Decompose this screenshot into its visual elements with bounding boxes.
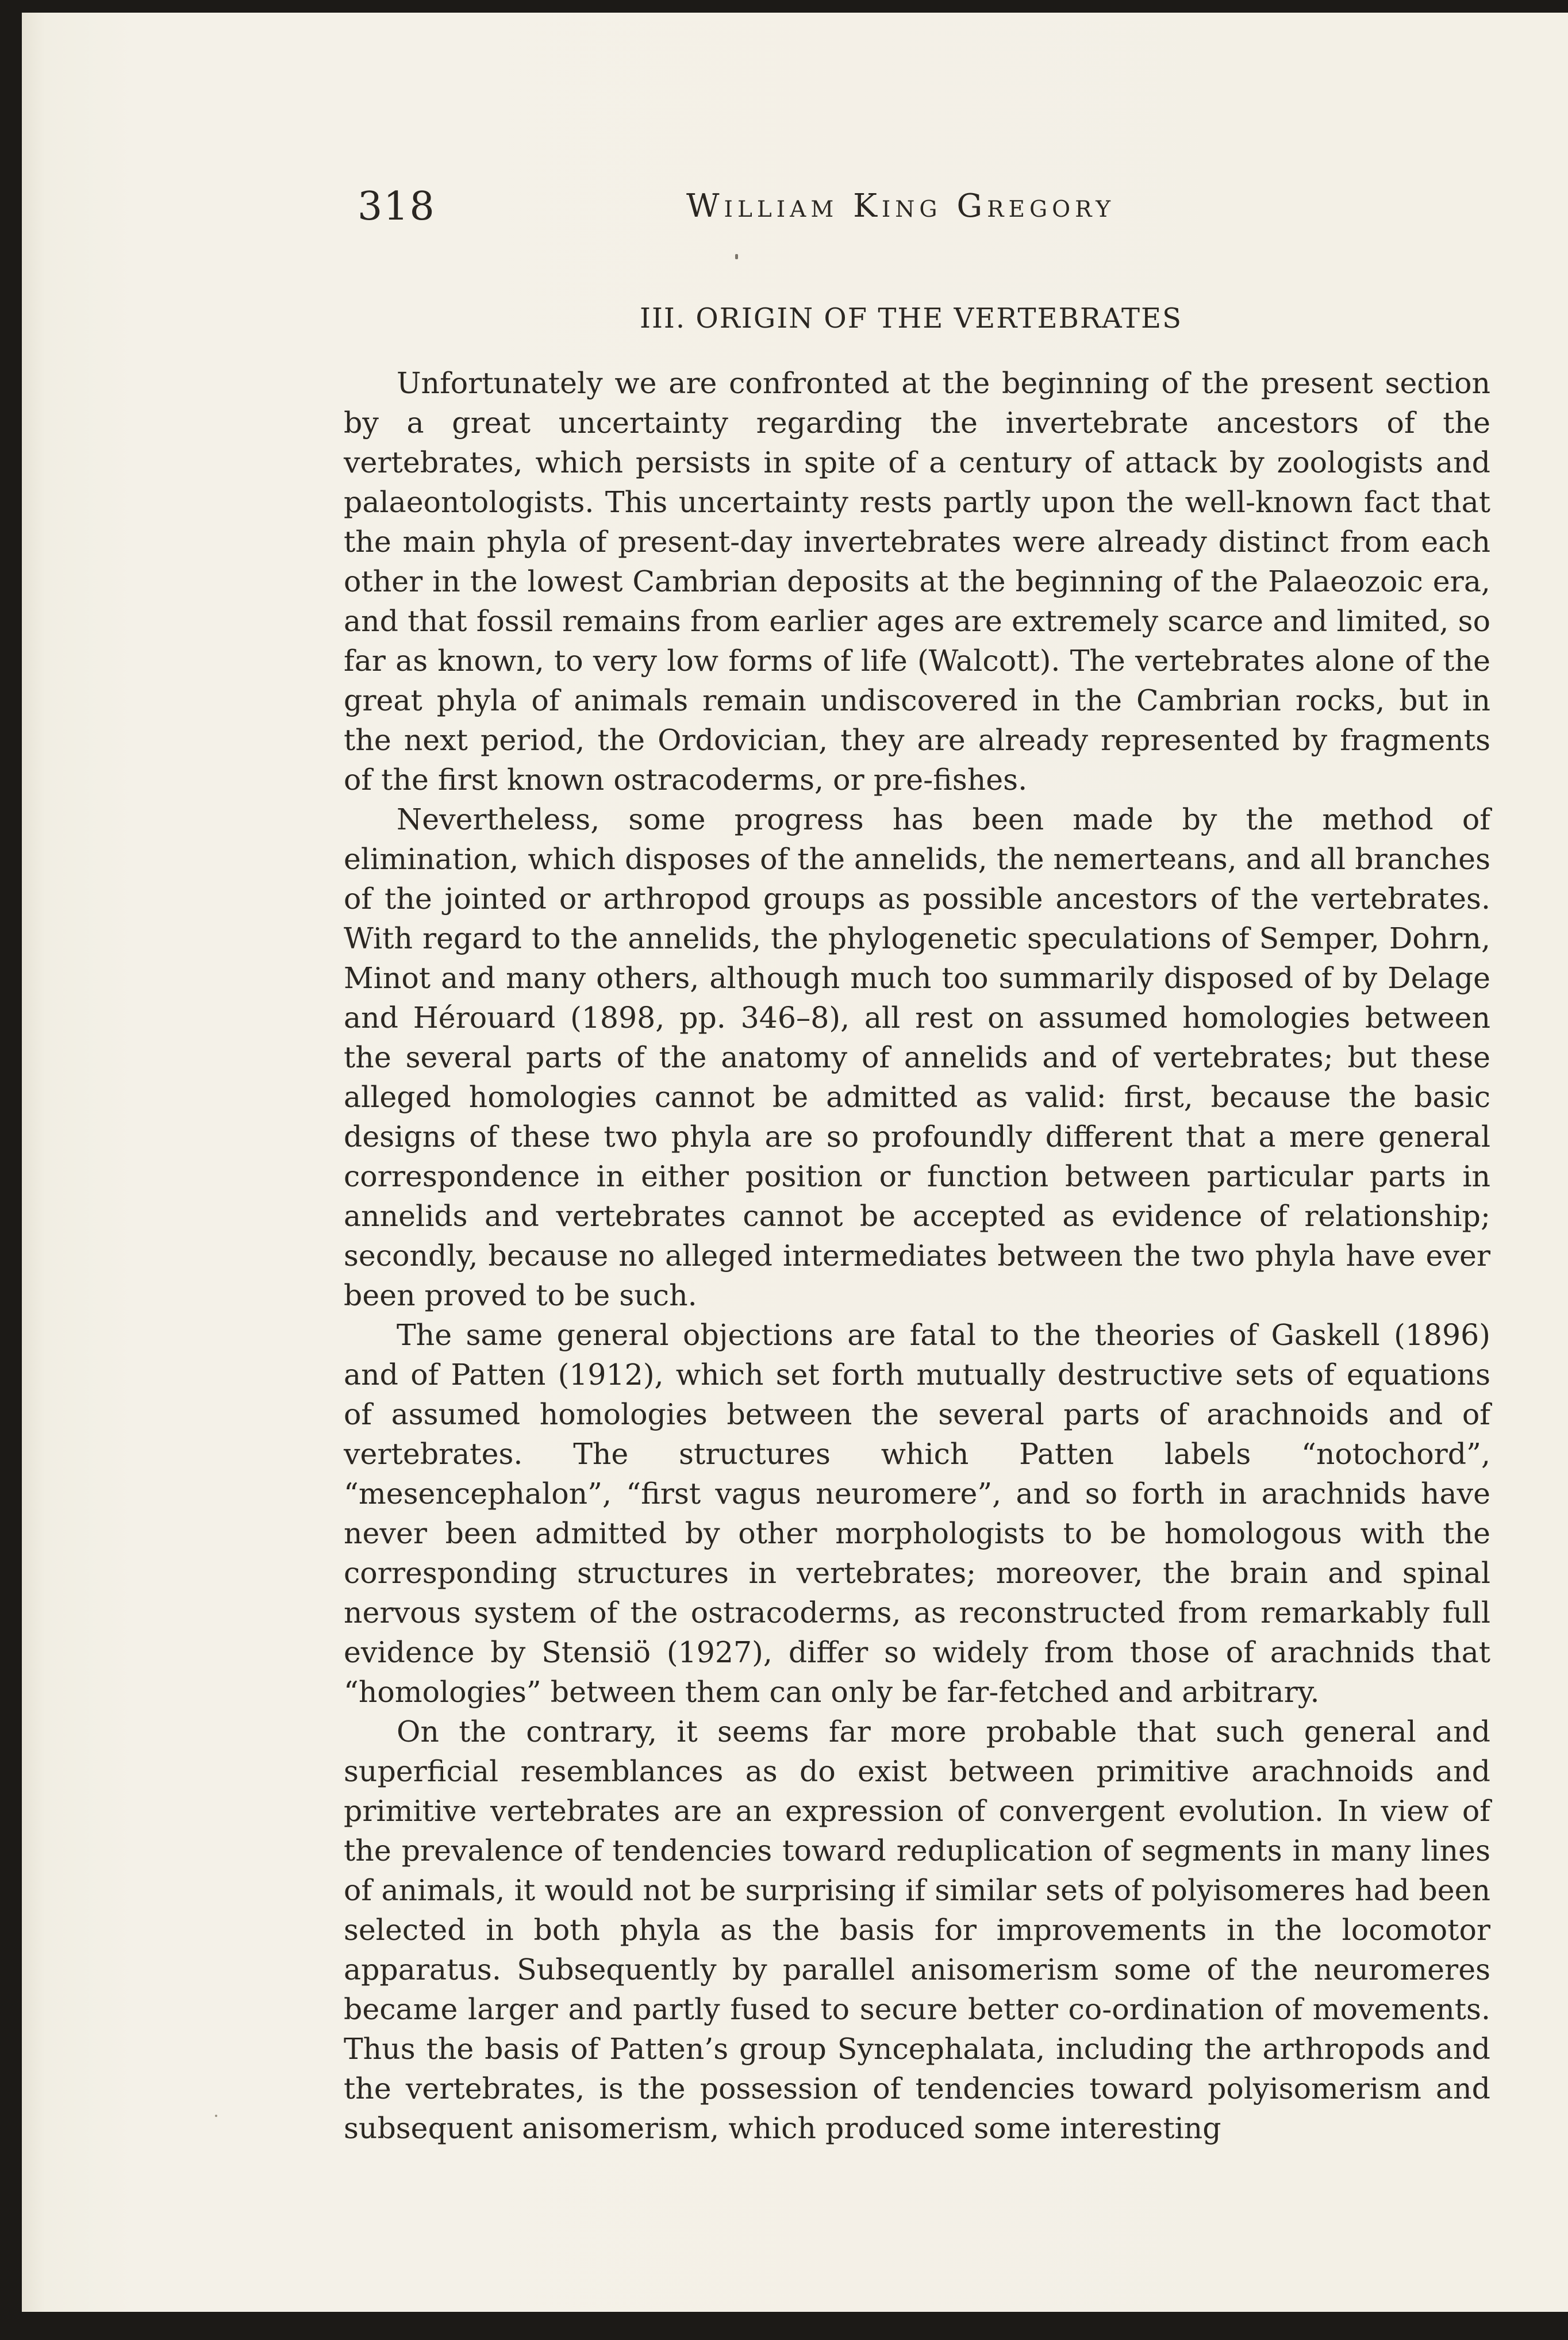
paragraph-3: The same general objections are fatal to the theories of Gaskell (1896) and of Patten (1912), which set forth mutually destructive sets of equations of assumed homologies between the several parts of arachnoids and of vertebrates. The structures which Patten labels “notochord”, “mesencephalon”, “first vagus neuromere”, and so forth in arachnids have never been admitted by other morphologists to be homologous with the corresponding structures in vertebrates; moreover, the brain and spinal nervous system of the ostracoderms, as reconstructed from remarkably full evidence by Stensiö (1927), differ so widely from those of arachnids that “homologies” between them can only be far-fetched and arbitrary. [344, 1318, 1490, 1709]
page-header [358, 184, 1220, 236]
paper-speck [215, 2115, 217, 2117]
paragraph-4: On the contrary, it seems far more probable that such general and superficial resemblances as do exist between primitive arachnoids and primitive vertebrates are an expression of convergent evolution. In view of the prevalence of tendencies toward reduplication of segments in many lines of animals, it would not be surprising if similar sets of polyisomeres had been selected in both phyla as the basis for improvements in the locomotor apparatus. Subsequently by parallel anisomerism some of the neuromeres became larger and partly fused to secure better co-ordination of movements. Thus the basis of Patten’s group Syncephalata, including the arthropods and the vertebrates, is the possession of tendencies toward polyisomerism and subsequent anisomerism, which produced some interesting [344, 1715, 1490, 2145]
section-title: III. ORIGIN OF THE VERTEBRATES [640, 302, 1182, 335]
running-head: William King Gregory [686, 187, 1115, 225]
body-text [344, 363, 1490, 2145]
paragraph-1: Unfortunately we are confronted at the beginning of the present section by a great uncertainty regarding the invertebrate ancestors of the vertebrates, which persists in spite of a century of attack by zoologists and palaeontologists. This uncertainty rests partly upon the well-known fact that the main phyla of present-day invertebrates were already distinct from each other in the lowest Cambrian deposits at the beginning of the Palaeozoic era, and that fossil remains from earlier ages are extremely scarce and limited, so far as known, to very low forms of life (Walcott). The vertebrates alone of the great phyla of animals remain undiscovered in the Cambrian rocks, but in the next period, the Ordovician, they are already represented by fragments of the first known ostracoderms, or pre-fishes. [344, 366, 1490, 797]
paragraph-2: Nevertheless, some progress has been made by the method of elimination, which disposes of the annelids, the nemerteans, and all branches of the jointed or arthropod groups as possible ancestors of the vertebrates. With regard to the annelids, the phylogenetic speculations of Semper, Dohrn, Minot and many others, although much too summarily disposed of by Delage and Hérouard (1898, pp. 346–8), all rest on assumed homologies between the several parts of the anatomy of annelids and of vertebrates; but these alleged homologies cannot be admitted as valid: first, because the basic designs of these two phyla are so profoundly different that a mere general correspondence in either position or function between particular parts in annelids and vertebrates cannot be accepted as evidence of relationship; secondly, because no alleged intermediates between the two phyla have ever been proved to be such. [344, 802, 1490, 1312]
page-number: 318 [358, 184, 436, 229]
ink-mark [735, 254, 738, 259]
book-page [22, 13, 1568, 2312]
